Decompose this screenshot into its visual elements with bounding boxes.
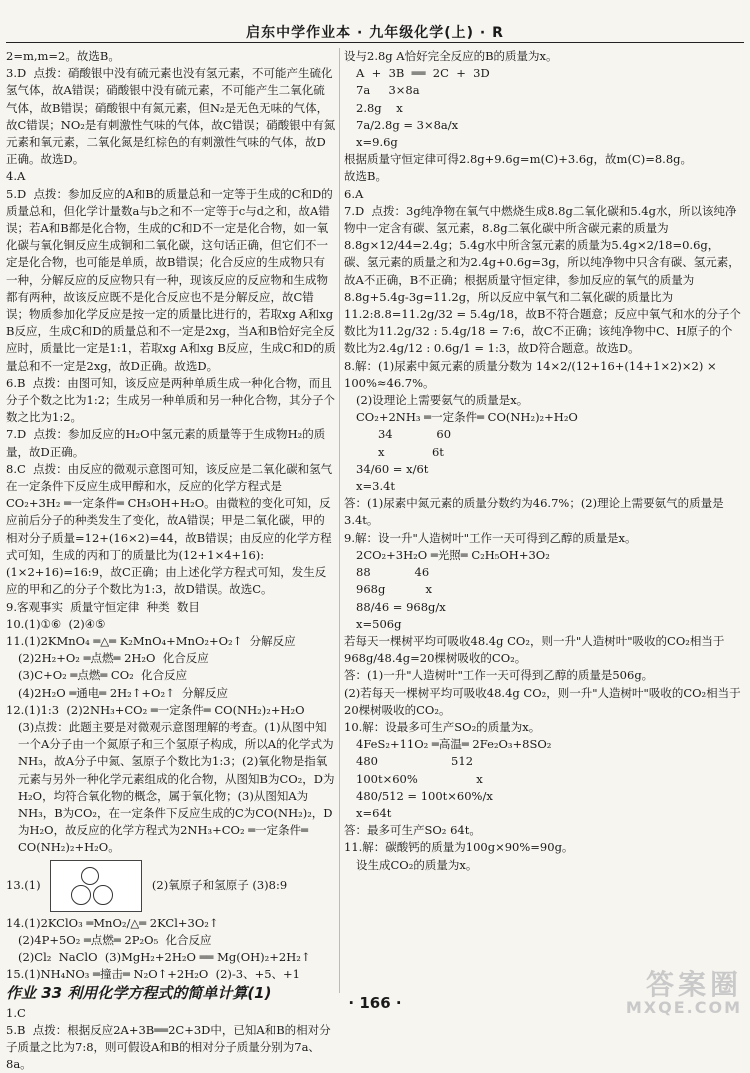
answer-q15: 15.(1)NH₄NO₃ ═撞击═ N₂O↑+2H₂O (2)-3、+5、+1 bbox=[6, 967, 301, 982]
answer-s1: 1.C bbox=[6, 1005, 26, 1020]
answer-q11-1: 11.(1)2KMnO₄ ═△═ K₂MnO₄+MnO₂+O₂↑ 分解反应 bbox=[6, 633, 296, 648]
answer-q7: 7.D 点拨：3g纯净物在氧气中燃烧生成8.8g二氧化碳和5.4g水，所以该纯净物中一定含有碳、氢元素，8.8g二氧化碳中所含碳元素的质量为8.8g×12/44=2.4g；5.4g水中所含氢元素的质量为5.4g×2/18=0.6g，碳、氢元素的质量之和为2.4g+0.6g=3g，所以纯净物中只含有碳、氢元素，故A不正确，B不正确；根据质量守恒定律，参加反应的氧气的质量为8.8g+5.4g-3g=11.2g，所以反应中氧气和二氧化碳的质量比为11.2:8.8=11.2g/32 = 5.4g/18，故B不符合题意；反应中氧气和水的分子个数比为11.2g/32 : 5.4g/18 = 7:6，故C不正确；该纯净物中C、H原子的个数比为2.4g/12 : 0.6g/1 = 1:3，故D符合题意。故选D。 bbox=[344, 203, 741, 356]
calc-line: 故选B。 bbox=[344, 169, 387, 184]
calc-line: x=64t bbox=[356, 805, 392, 820]
fraction-line: 7a/2.8g = 3×8a/x bbox=[356, 117, 459, 132]
header-rule bbox=[6, 42, 744, 43]
answer-q6: 6.A bbox=[344, 186, 364, 201]
calc-line: 设生成CO₂的质量为x。 bbox=[356, 857, 478, 872]
answer-q9: 9.解：设一升"人造树叶"工作一天可得到乙醇的质量是x。 bbox=[344, 530, 637, 545]
answer-line: 2=m,m=2。故选B。 bbox=[6, 49, 120, 63]
left-column bbox=[6, 48, 336, 1073]
page-number: · 166 · bbox=[348, 994, 402, 1012]
answer-q14-3: (2)Cl₂ NaClO (3)MgH₂+2H₂O ══ Mg(OH)₂+2H₂↑ bbox=[18, 949, 311, 964]
right-column bbox=[344, 48, 742, 874]
calc-line: x=506g bbox=[356, 616, 402, 631]
answer-q5: 5.D 点拨：参加反应的A和B的质量总和一定等于生成的C和D的质量总和，但化学计量数a与b之和不一定等于c与d之和，故A错误；若A和B都是化合物，生成的C和D不一定是化合物，如一氧化碳与氧化铜反应生成铜和二氧化碳，这句话正确，但它们不一定是化合物，也可能是单质，故B错误；化合反应的生成物只有一种，分解反应的反应物只有一种，现该反应的反应物和生成物都有两种，故该反应既不是化合反应也不是分解反应，故C错误；物质参加化学反应是按一定的质量比进行的，若取xg A和xg B反应，生成C和D的质量总和不一定是2xg，当A和B恰好完全反应时，质量比一定是1:1，若取xg A和xg B反应，生成C和D的质量总和不一定是2xg，故D正确。故选D。 bbox=[6, 186, 337, 373]
header-title: 启东中学作业本 · 九年级化学(上) · R bbox=[246, 25, 504, 41]
answer-q9: 9.客观事实 质量守恒定律 种类 数目 bbox=[6, 599, 200, 614]
answer-q11-3: (3)C+O₂ ═点燃═ CO₂ 化合反应 bbox=[18, 668, 188, 683]
answer-q7: 7.D 点拨：参加反应的H₂O中氢元素的质量等于生成物H₂的质量，故D正确。 bbox=[6, 427, 326, 459]
calc-line: 根据质量守恒定律可得2.8g+9.6g=m(C)+3.6g，故m(C)=8.8g。 bbox=[344, 152, 692, 167]
calc-line: x 6t bbox=[356, 444, 444, 459]
calc-line: 88 46 bbox=[356, 565, 430, 580]
answer-q10: 10.解：设最多可生产SO₂的质量为x。 bbox=[344, 719, 541, 734]
answer-q11-4: (4)2H₂O ═通电═ 2H₂↑+O₂↑ 分解反应 bbox=[18, 685, 229, 700]
answer-q8: 8.解：(1)尿素中氮元素的质量分数为 14×2/(12+16+(14+1×2)×2) × 100%≈46.7%。 bbox=[344, 358, 721, 390]
calc-line: 7a 3×8a bbox=[356, 83, 420, 98]
answer-q11: 11.解：碳酸钙的质量为100g×90%=90g。 bbox=[344, 840, 574, 855]
column-divider bbox=[339, 48, 340, 993]
answer-q8: 8.C 点拨：由反应的微观示意图可知，该反应是二氧化碳和氢气在一定条件下反应生成甲醇和水，反应的化学方程式是CO₂+3H₂ ═一定条件═ CH₃OH+H₂O。由微粒的变化可知，反应前后分子的种类发生了变化，故A错误；甲是二氧化碳，甲的相对分子质量=12+(16×2)=44，故B错误；由反应的化学方程式可知，生成的丙和丁的质量比为(12+1×4+16):(1×2+16)=16:9，故C正确；由上述化学方程式可知，发生反应的甲和乙的分子个数比为1:3，故D错误。故选C。 bbox=[6, 461, 333, 597]
answer-q13-label: 13.(1) bbox=[6, 877, 41, 892]
answer-q4: 4.A bbox=[6, 169, 26, 184]
calc-line: 设与2.8g A恰好完全反应的B的质量为x。 bbox=[344, 49, 558, 63]
page-header bbox=[0, 0, 750, 46]
watermark-domain: MXQE.COM bbox=[625, 998, 742, 1017]
calc-line: x=9.6g bbox=[356, 135, 398, 150]
answer-q6: 6.B 点拨：由图可知，该反应是两种单质生成一种化合物，而且分子个数之比为1:2；生成另一种单质和另一种化合物，其分子个数之比为1:2。 bbox=[6, 375, 336, 425]
answer-s5: 5.B 点拨：根据反应2A+3B══2C+3D中，已知A和B的相对分子质量之比为7:8，则可假设A和B的相对分子质量分别为7a、8a。 bbox=[6, 1022, 331, 1072]
equation-line: A + 3B ══ 2C + 3D bbox=[356, 66, 490, 81]
answer-q13-rest: (2)氧原子和氢原子 (3)8:9 bbox=[151, 877, 288, 892]
watermark-text: 答案圈 bbox=[645, 968, 742, 1001]
answer-q13 bbox=[6, 860, 336, 912]
calc-line: x=3.4t bbox=[356, 479, 396, 494]
fraction-line: 88/46 = 968g/x bbox=[356, 599, 446, 614]
answer-conclusion: (2)若每天一棵树平均可吸收48.4g CO₂，则一升"人造树叶"吸收的CO₂相当于20棵树吸收的CO₂。 bbox=[344, 685, 741, 717]
answer-q10: 10.(1)①⑥ (2)④⑤ bbox=[6, 616, 106, 631]
answer-q14-2: (2)4P+5O₂ ═点燃═ 2P₂O₅ 化合反应 bbox=[18, 932, 212, 947]
answer-conclusion: 答：(1)尿素中氮元素的质量分数约为46.7%；(2)理论上需要氨气的质量是3.4t。 bbox=[344, 496, 724, 528]
equation-line: CO₂+2NH₃ ═一定条件═ CO(NH₂)₂+H₂O bbox=[356, 410, 578, 425]
calc-line: 2.8g x bbox=[356, 100, 403, 115]
calc-line: 968g x bbox=[356, 582, 433, 597]
answer-q3: 3.D 点拨：硝酸银中没有硫元素也没有氢元素，不可能产生硫化氢气体，故A错误；硝酸银中没有硫元素，不可能产生二氧化硫气体，故B错误；硝酸银中有氮元素，但N₂是无色无味的气体，故C错误；NO₂是有刺激性气味的气体，故C错误；硝酸银中有氮元素和氧元素，二氧化氮是红棕色的有刺激性气味的气体，故D正确。故选D。 bbox=[6, 66, 336, 167]
calc-line: 100t×60% x bbox=[356, 771, 483, 786]
answer-conclusion: 答：最多可生产SO₂ 64t。 bbox=[344, 823, 481, 838]
answer-q12-explain: (3)点拨：此题主要是对微观示意图理解的考查。(1)从图中知一个A分子由一个氮原子和三个氢原子构成，所以A的化学式为NH₃，故A分子中氮、氢原子个数比为1:3；(2)氧化物是指氧元素与另外一种化学元素组成的化合物，从图知B为CO₂，D为H₂O，均符合氧化物的概念，属于氧化物；(3)从图知A为NH₃，B为CO₂，在一定条件下反应生成的C为CO(NH₂)₂，D为H₂O，故反应的化学方程式为2NH₃+CO₂ ═一定条件═ CO(NH₂)₂+H₂O。 bbox=[18, 719, 335, 855]
answer-q11-2: (2)2H₂+O₂ ═点燃═ 2H₂O 化合反应 bbox=[18, 651, 209, 666]
calc-line: 若每天一棵树平均可吸收48.4g CO₂，则一升"人造树叶"吸收的CO₂相当于968g/48.4g=20棵树吸收的CO₂。 bbox=[344, 633, 725, 666]
fraction-line: 34/60 = x/6t bbox=[356, 461, 429, 476]
calc-line: 34 60 bbox=[356, 427, 452, 442]
calc-line: 480 512 bbox=[356, 754, 474, 769]
section-heading: 作业 33 利用化学方程式的简单计算(1) bbox=[6, 984, 272, 1003]
molecule-atom bbox=[81, 867, 99, 885]
equation-line: 2CO₂+3H₂O ═光照═ C₂H₅OH+3O₂ bbox=[356, 547, 550, 562]
molecule-atom bbox=[71, 885, 91, 905]
answer-conclusion: 答：(1)一升"人造树叶"工作一天可得到乙醇的质量是506g。 bbox=[344, 668, 654, 683]
calc-line: (2)设理论上需要氨气的质量是x。 bbox=[356, 393, 529, 408]
answer-q12: 12.(1)1:3 (2)2NH₃+CO₂ ═一定条件═ CO(NH₂)₂+H₂O bbox=[6, 702, 305, 717]
molecule-atom bbox=[93, 885, 113, 905]
watermark-logo bbox=[572, 970, 742, 1018]
fraction-line: 480/512 = 100t×60%/x bbox=[356, 788, 493, 803]
molecule-diagram bbox=[50, 860, 142, 912]
equation-line: 4FeS₂+11O₂ ═高温═ 2Fe₂O₃+8SO₂ bbox=[356, 737, 552, 752]
answer-q14-1: 14.(1)2KClO₃ ═MnO₂/△═ 2KCl+3O₂↑ bbox=[6, 915, 219, 930]
